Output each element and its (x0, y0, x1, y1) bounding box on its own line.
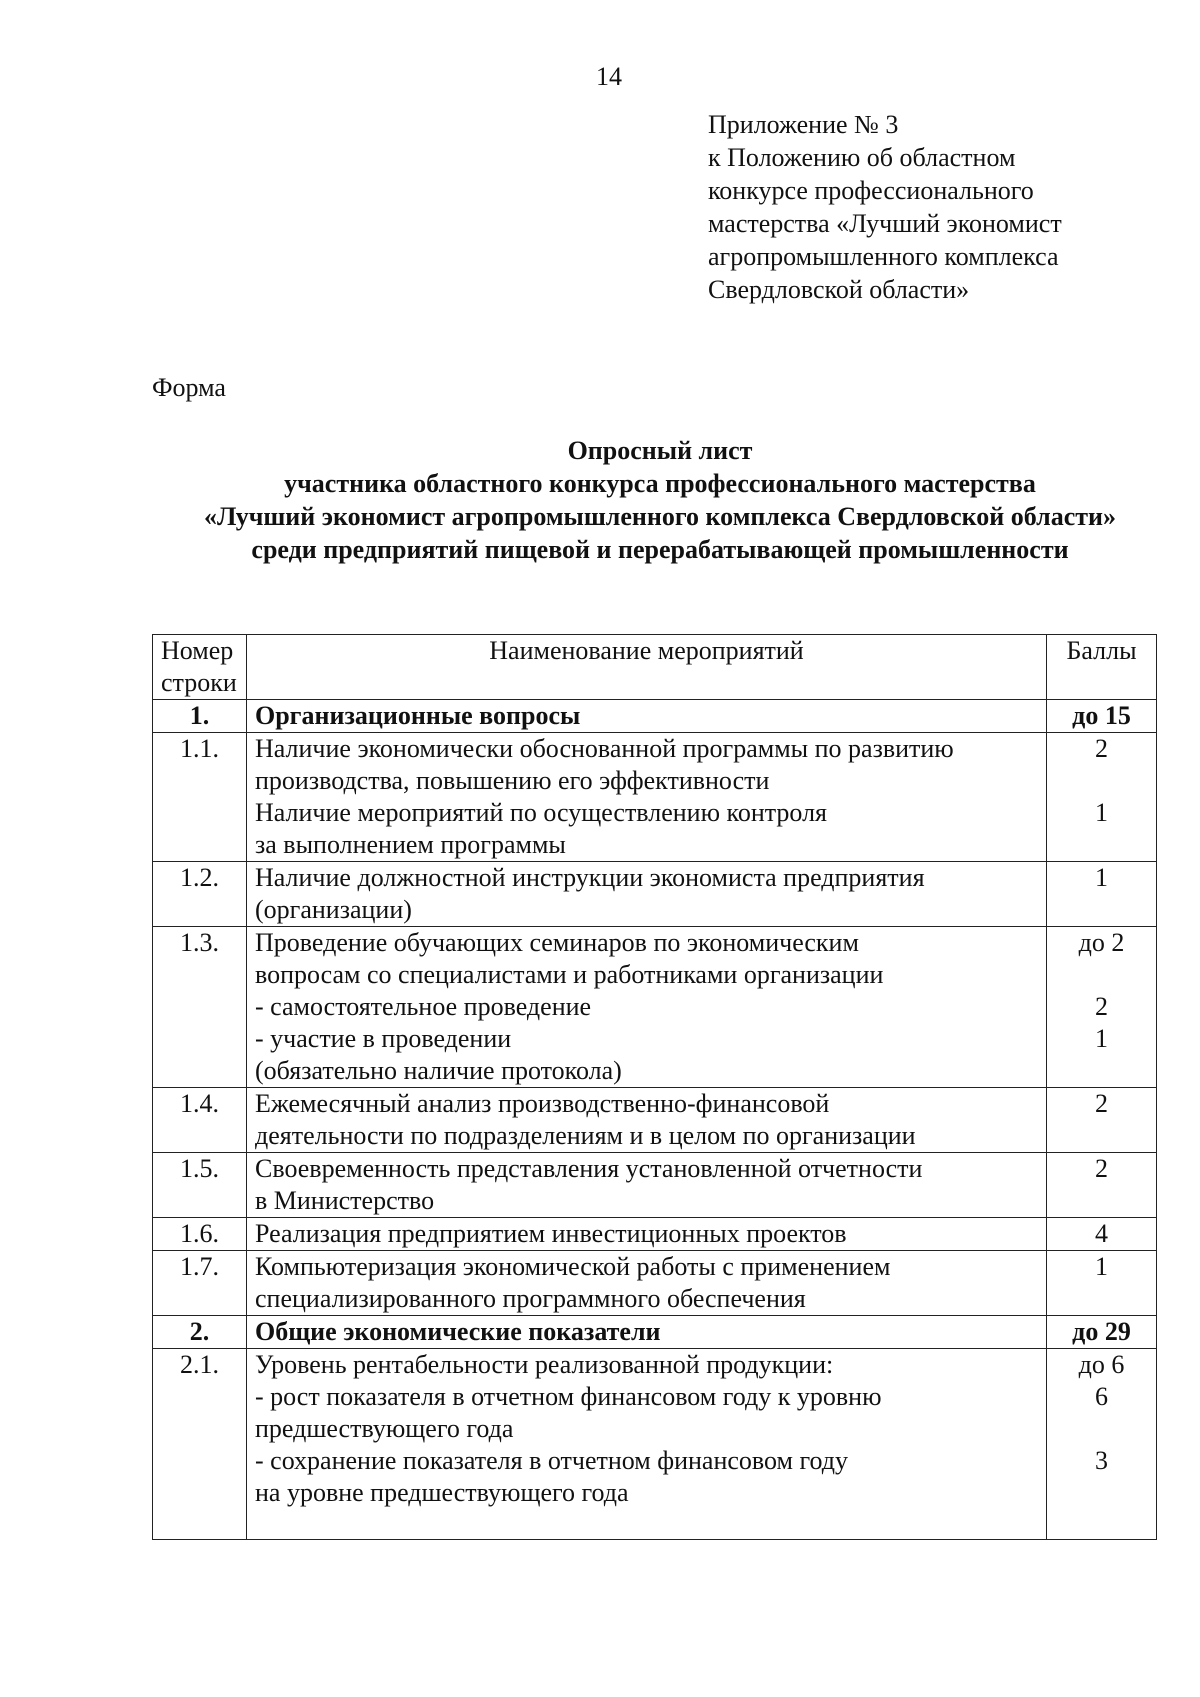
score-value: 2 (1095, 992, 1108, 1021)
row-number: 1.2. (153, 862, 247, 927)
activity-line: (обязательно наличие протокола) (255, 1056, 622, 1085)
row-number: 1.4. (153, 1088, 247, 1153)
document-title (130, 434, 1190, 566)
appendix-line: мастерства «Лучший экономист (708, 209, 1062, 238)
activity-line: в Министерство (255, 1186, 435, 1215)
score-value (1055, 765, 1148, 797)
score-value (1055, 1477, 1148, 1509)
row-score (1047, 927, 1157, 1088)
row-number: 1.7. (153, 1251, 247, 1316)
table-row (153, 733, 1157, 862)
appendix-line: Приложение № 3 (708, 110, 899, 139)
activity-line: вопросам со специалистами и работниками организации (255, 960, 884, 989)
table-row (153, 1349, 1157, 1540)
activity-line: на уровне предшествующего года (255, 1478, 629, 1507)
row-activity (247, 733, 1047, 862)
title-line: «Лучший экономист агропромышленного комплекса Свердловской области» (203, 502, 1117, 531)
activity-line: Проведение обучающих семинаров по экономическим (255, 928, 859, 957)
table-body (153, 700, 1157, 1540)
table-section-row (153, 1316, 1157, 1349)
row-number: 2.1. (153, 1349, 247, 1540)
appendix-line: конкурсе профессионального (708, 176, 1034, 205)
row-score (1047, 1153, 1157, 1218)
row-activity (247, 1316, 1047, 1349)
row-activity (247, 1088, 1047, 1153)
form-label: Форма (152, 373, 226, 402)
activity-line: - самостоятельное проведение (255, 992, 592, 1021)
score-value: 2 (1095, 1154, 1108, 1183)
header-number (153, 635, 247, 700)
activity-line: предшествующего года (255, 1414, 514, 1443)
score-value: до 6 (1078, 1350, 1125, 1379)
appendix-line: к Положению об областном (708, 143, 1016, 172)
row-number: 1. (153, 700, 247, 733)
table-row (153, 1218, 1157, 1251)
score-value (1055, 959, 1148, 991)
row-activity (247, 1349, 1047, 1540)
appendix-line: агропромышленного комплекса (708, 242, 1059, 271)
row-score (1047, 1251, 1157, 1316)
activity-line: деятельности по подразделениям и в целом по организации (255, 1121, 916, 1150)
activity-line: Своевременность представления установленной отчетности (255, 1154, 923, 1183)
score-value: 3 (1095, 1446, 1108, 1475)
activity-line: Реализация предприятием инвестиционных проектов (255, 1219, 847, 1248)
row-number: 1.3. (153, 927, 247, 1088)
activity-line: Организационные вопросы (255, 701, 581, 730)
activity-line: Компьютеризация экономической работы с применением (255, 1252, 891, 1281)
score-value: 4 (1095, 1219, 1108, 1248)
activity-line: производства, повышению его эффективности (255, 766, 770, 795)
activity-line: - участие в проведении (255, 1024, 512, 1053)
row-activity (247, 862, 1047, 927)
row-activity (247, 1251, 1047, 1316)
activity-line: Ежемесячный анализ производственно-финансовой (255, 1089, 830, 1118)
score-value: до 29 (1072, 1317, 1131, 1346)
title-line: участника областного конкурса профессионального мастерства (284, 469, 1036, 498)
activity-line: Наличие мероприятий по осуществлению контроля (255, 798, 827, 827)
row-score (1047, 1316, 1157, 1349)
row-activity (247, 700, 1047, 733)
row-score (1047, 1088, 1157, 1153)
score-value: до 2 (1078, 928, 1125, 957)
survey-table (152, 634, 1157, 1540)
title-line: среди предприятий пищевой и перерабатывающей промышленности (251, 535, 1069, 564)
row-activity (247, 1218, 1047, 1251)
activity-line: Общие экономические показатели (255, 1317, 661, 1346)
header-number-line: Номер (161, 636, 234, 665)
score-value: 6 (1095, 1382, 1108, 1411)
row-score (1047, 1218, 1157, 1251)
score-value: 2 (1095, 734, 1108, 763)
table-row (153, 927, 1157, 1088)
score-value (1055, 829, 1148, 861)
score-value: 1 (1095, 798, 1108, 827)
header-number-line: строки (161, 668, 237, 697)
table-row (153, 1153, 1157, 1218)
row-number: 1.1. (153, 733, 247, 862)
page-number: 14 (596, 62, 622, 91)
appendix-note (708, 108, 1178, 306)
row-activity (247, 927, 1047, 1088)
row-number: 1.6. (153, 1218, 247, 1251)
row-activity (247, 1153, 1047, 1218)
score-value: до 15 (1072, 701, 1131, 730)
activity-line: (организации) (255, 895, 412, 924)
row-score (1047, 1349, 1157, 1540)
score-value: 1 (1095, 1024, 1108, 1053)
title-line: Опросный лист (567, 436, 753, 465)
activity-line: - рост показателя в отчетном финансовом году к уровню (255, 1382, 882, 1411)
appendix-line: Свердловской области» (708, 275, 970, 304)
activity-line: - сохранение показателя в отчетном финансовом году (255, 1446, 848, 1475)
table-header-row (153, 635, 1157, 700)
row-score (1047, 862, 1157, 927)
row-number: 2. (153, 1316, 247, 1349)
table-section-row (153, 700, 1157, 733)
activity-line: за выполнением программы (255, 830, 566, 859)
activity-line: Наличие экономически обоснованной программы по развитию (255, 734, 954, 763)
header-score: Баллы (1047, 635, 1157, 700)
table-row (153, 1088, 1157, 1153)
header-name: Наименование мероприятий (247, 635, 1047, 700)
table-row (153, 1251, 1157, 1316)
row-score (1047, 733, 1157, 862)
score-value: 2 (1095, 1089, 1108, 1118)
score-value: 1 (1095, 863, 1108, 892)
activity-line: Уровень рентабельности реализованной продукции: (255, 1350, 834, 1379)
table-row (153, 862, 1157, 927)
score-value (1055, 1055, 1148, 1087)
score-value: 1 (1095, 1252, 1108, 1281)
score-value (1055, 1413, 1148, 1445)
row-number: 1.5. (153, 1153, 247, 1218)
activity-line: Наличие должностной инструкции экономиста предприятия (255, 863, 925, 892)
row-score (1047, 700, 1157, 733)
activity-line: специализированного программного обеспечения (255, 1284, 806, 1313)
